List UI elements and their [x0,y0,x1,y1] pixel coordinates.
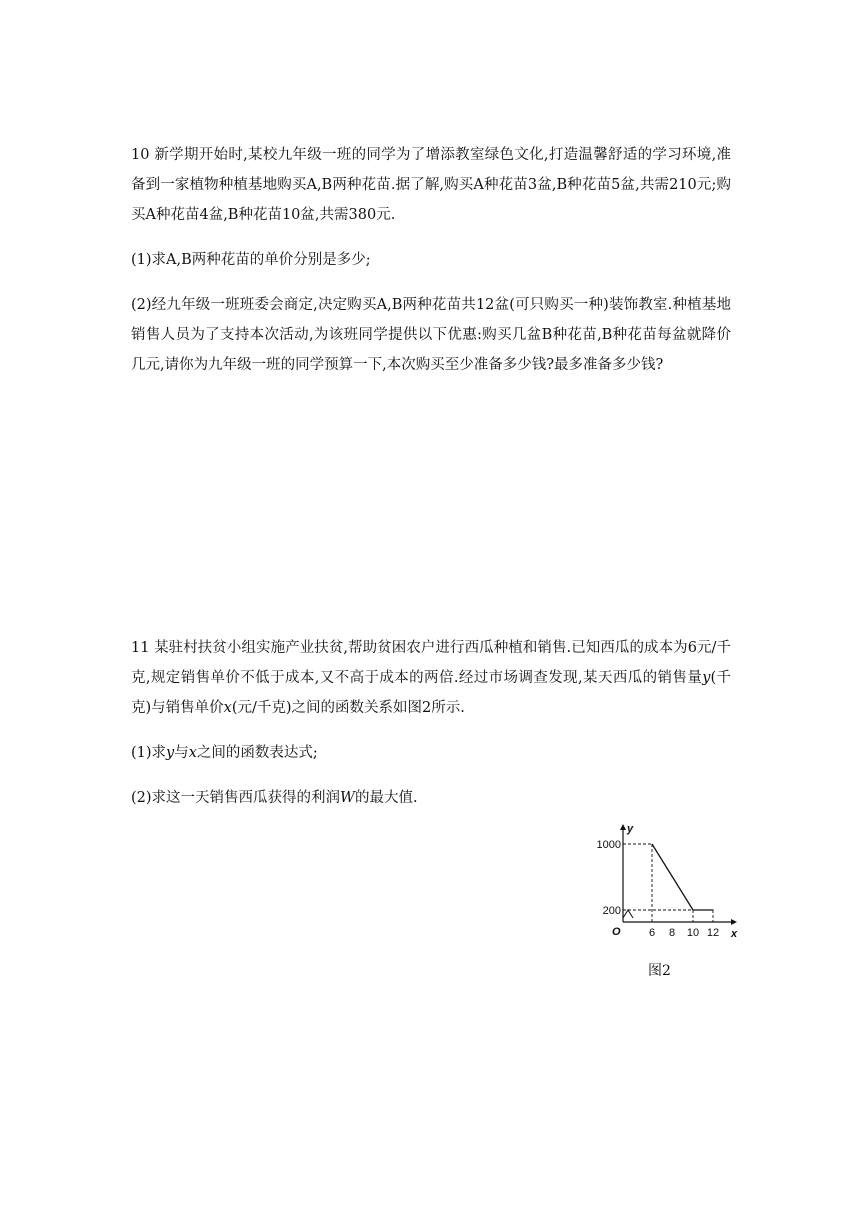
figure-caption: 图2 [648,963,671,979]
question-10-part-1: (1)求A,B两种花苗的单价分别是多少; [131,252,371,268]
y-axis-label: y [627,823,634,835]
axis-break-mark [623,910,633,918]
question-11-part-1 [131,738,731,768]
graph-segment-decreasing [652,844,693,910]
function-graph-figure [585,822,738,942]
var-y: y [702,670,711,686]
x-tick-10: 10 [686,927,700,939]
y-tick-1000: 1000 [596,839,621,851]
origin-label: O [612,926,621,938]
x-tick-6: 6 [648,927,656,939]
question-10-stem: 10 新学期开始时,某校九年级一班的同学为了增添教室绿色文化,打造温馨舒适的学习环境,准备到一家植物种植基地购买A,B两种花苗.据了解,购买A种花苗3盆,B种花苗5盆,共需210元;购买A种花苗4盆,B种花苗10盆,共需380元. [131,147,731,223]
x-axis-arrow [731,919,737,925]
q11-p2-text-b: 的最大值. [354,790,418,806]
y-tick-200: 200 [602,905,621,917]
question-10-part-2: (2)经九年级一班班委会商定,决定购买A,B两种花苗共12盆(可只购买一种)装饰教室.种植基地销售人员为了支持本次活动,为该班同学提供以下优惠:购买几盆B种花苗,B种花苗每盆就降价几元,请你为九年级一班的同学预算一下,本次购买至少准备多少钱?最多准备多少钱? [131,297,731,373]
q11-stem-text-c: (元/千克)之间的函数关系如图2所示. [231,700,465,716]
var-x: x [188,745,197,761]
q11-stem-text-b: (千克)与销售单价 [131,670,731,716]
q11-p1-text-a: (1)求 [131,745,167,761]
q11-stem-text-a: 11 某驻村扶贫小组实施产业扶贫,帮助贫困农户进行西瓜种植和销售.已知西瓜的成本为6元/千克,规定销售单价不低于成本,又不高于成本的两倍.经过市场调查发现,某天西瓜的销售量 [131,640,731,686]
question-11-stem [131,633,731,723]
q11-p1-text-b: 与 [174,745,189,761]
x-tick-8: 8 [668,927,676,939]
x-axis-label: x [731,928,738,940]
var-w: W [340,790,355,806]
var-x: x [223,700,232,716]
q11-p2-text-a: (2)求这一天销售西瓜获得的利润 [131,790,341,806]
q11-p1-text-c: 之间的函数表达式; [196,745,318,761]
var-y: y [166,745,175,761]
question-11-part-2 [131,783,731,813]
y-axis-arrow [620,824,626,830]
x-tick-12: 12 [706,927,720,939]
